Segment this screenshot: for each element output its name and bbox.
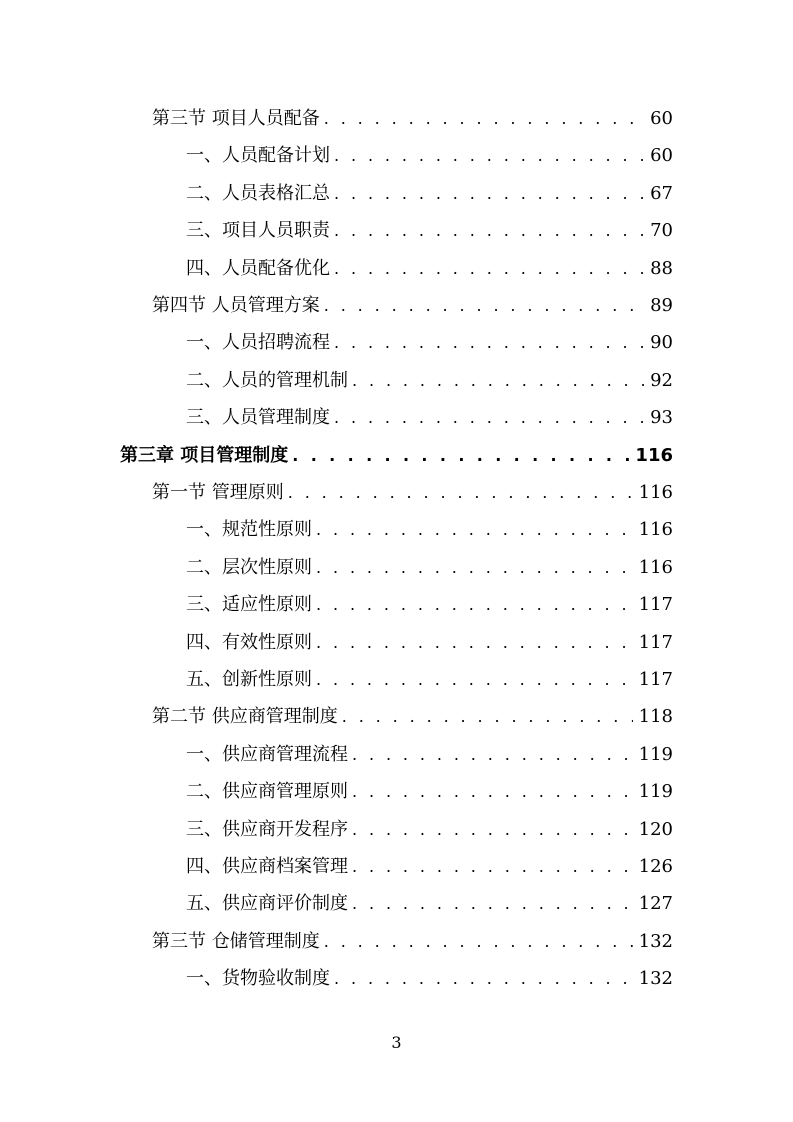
toc-subsection-entry[interactable]: [186, 590, 673, 620]
toc-subsection-entry[interactable]: [186, 216, 673, 246]
toc-leader-dots: [324, 104, 644, 134]
toc-entry-page: 132: [638, 968, 673, 990]
toc-leader-dots: [316, 590, 633, 620]
toc-entry-title: 三、适应性原则: [186, 594, 312, 616]
toc-entry-page: 70: [650, 220, 673, 242]
toc-leader-dots: [334, 254, 644, 284]
toc-leader-dots: [352, 366, 644, 396]
toc-entry-page: 117: [638, 631, 673, 653]
toc-leader-dots: [334, 403, 644, 433]
toc-entry-page: 88: [650, 257, 673, 279]
toc-leader-dots: [342, 702, 633, 732]
toc-entry-title: 二、人员表格汇总: [186, 182, 330, 204]
toc-entry-page: 127: [638, 893, 673, 915]
toc-entry-page: 92: [650, 369, 673, 391]
toc-leader-dots: [352, 852, 633, 882]
toc-leader-dots: [352, 777, 633, 807]
toc-section-entry[interactable]: [152, 927, 673, 957]
toc-entry-page: 119: [638, 743, 673, 765]
toc-entry-title: 四、有效性原则: [186, 631, 312, 653]
toc-entry-page: 60: [650, 108, 673, 129]
toc-leader-dots: [324, 291, 644, 321]
toc-entry-title: 四、供应商档案管理: [186, 856, 348, 877]
toc-leader-dots: [292, 441, 629, 471]
toc-section-entry[interactable]: [152, 702, 673, 732]
toc-entry-page: 117: [638, 669, 673, 690]
toc-chapter-entry[interactable]: [120, 441, 673, 471]
toc-leader-dots: [288, 478, 633, 508]
toc-entry-title: 一、规范性原则: [186, 519, 312, 541]
toc-section-entry[interactable]: [152, 291, 673, 321]
toc-subsection-entry[interactable]: [186, 628, 673, 658]
toc-entry-page: 89: [650, 295, 673, 316]
toc-entry-title: 一、供应商管理流程: [186, 743, 348, 765]
toc-entry-page: 93: [650, 407, 673, 429]
toc-entry-title: 二、层次性原则: [186, 556, 312, 578]
page-number: 3: [391, 1033, 402, 1052]
toc-leader-dots: [316, 665, 633, 695]
toc-leader-dots: [334, 141, 644, 171]
toc-entry-page: 120: [638, 818, 673, 840]
toc-entry-page: 116: [638, 519, 673, 541]
toc-entry-title: 四、人员配备优化: [186, 257, 330, 279]
toc-entry-page: 116: [638, 482, 673, 503]
toc-entry-title: 第四节 人员管理方案: [152, 295, 320, 316]
toc-leader-dots: [352, 889, 633, 919]
toc-leader-dots: [324, 927, 633, 957]
toc-subsection-entry[interactable]: [186, 366, 673, 396]
toc-subsection-entry[interactable]: [186, 852, 673, 882]
toc-leader-dots: [316, 515, 633, 545]
toc-entry-page: 116: [638, 556, 673, 578]
toc-entry-page: 119: [638, 781, 673, 803]
toc-subsection-entry[interactable]: [186, 254, 673, 284]
toc-entry-title: 一、人员招聘流程: [186, 332, 330, 354]
toc-leader-dots: [334, 964, 633, 994]
toc-entry-title: 第三节 仓储管理制度: [152, 930, 320, 952]
toc-entry-title: 第一节 管理原则: [152, 482, 284, 503]
toc-entry-title: 三、人员管理制度: [186, 407, 330, 429]
toc-entry-title: 五、创新性原则: [186, 669, 312, 690]
toc-subsection-entry[interactable]: [186, 964, 673, 994]
toc-entry-page: 132: [638, 930, 673, 952]
toc-entry-title: 五、供应商评价制度: [186, 893, 348, 915]
toc-subsection-entry[interactable]: [186, 740, 673, 770]
toc-entry-title: 三、项目人员职责: [186, 220, 330, 242]
toc-entry-page: 67: [650, 182, 673, 204]
toc-entry-title: 二、人员的管理机制: [186, 369, 348, 391]
toc-section-entry[interactable]: [152, 478, 673, 508]
toc-entry-page: 118: [638, 706, 673, 728]
toc-entry-page: 117: [638, 594, 673, 616]
toc-entry-page: 116: [635, 444, 673, 466]
toc-entry-title: 一、货物验收制度: [186, 968, 330, 990]
toc-subsection-entry[interactable]: [186, 403, 673, 433]
toc-subsection-entry[interactable]: [186, 889, 673, 919]
toc-subsection-entry[interactable]: [186, 815, 673, 845]
toc-subsection-entry[interactable]: [186, 553, 673, 583]
toc-subsection-entry[interactable]: [186, 141, 673, 171]
toc-leader-dots: [334, 216, 644, 246]
toc-subsection-entry[interactable]: [186, 777, 673, 807]
toc-leader-dots: [352, 740, 633, 770]
toc-entry-title: 第二节 供应商管理制度: [152, 706, 338, 728]
toc-entry-page: 126: [638, 856, 673, 877]
toc-section-entry[interactable]: [152, 104, 673, 134]
toc-subsection-entry[interactable]: [186, 665, 673, 695]
toc-leader-dots: [352, 815, 633, 845]
toc-entry-page: 90: [650, 332, 673, 354]
toc-entry-page: 60: [650, 145, 673, 167]
toc-leader-dots: [316, 553, 633, 583]
toc-subsection-entry[interactable]: [186, 515, 673, 545]
toc-entry-title: 第三章 项目管理制度: [120, 444, 289, 466]
toc-entry-title: 第三节 项目人员配备: [152, 108, 320, 129]
toc-leader-dots: [334, 179, 644, 209]
toc-subsection-entry[interactable]: [186, 179, 673, 209]
toc-entry-title: 三、供应商开发程序: [186, 818, 348, 840]
toc-subsection-entry[interactable]: [186, 328, 673, 358]
toc-entry-title: 一、人员配备计划: [186, 145, 330, 167]
toc-leader-dots: [334, 328, 644, 358]
toc-entry-title: 二、供应商管理原则: [186, 781, 348, 803]
toc-leader-dots: [316, 628, 633, 658]
